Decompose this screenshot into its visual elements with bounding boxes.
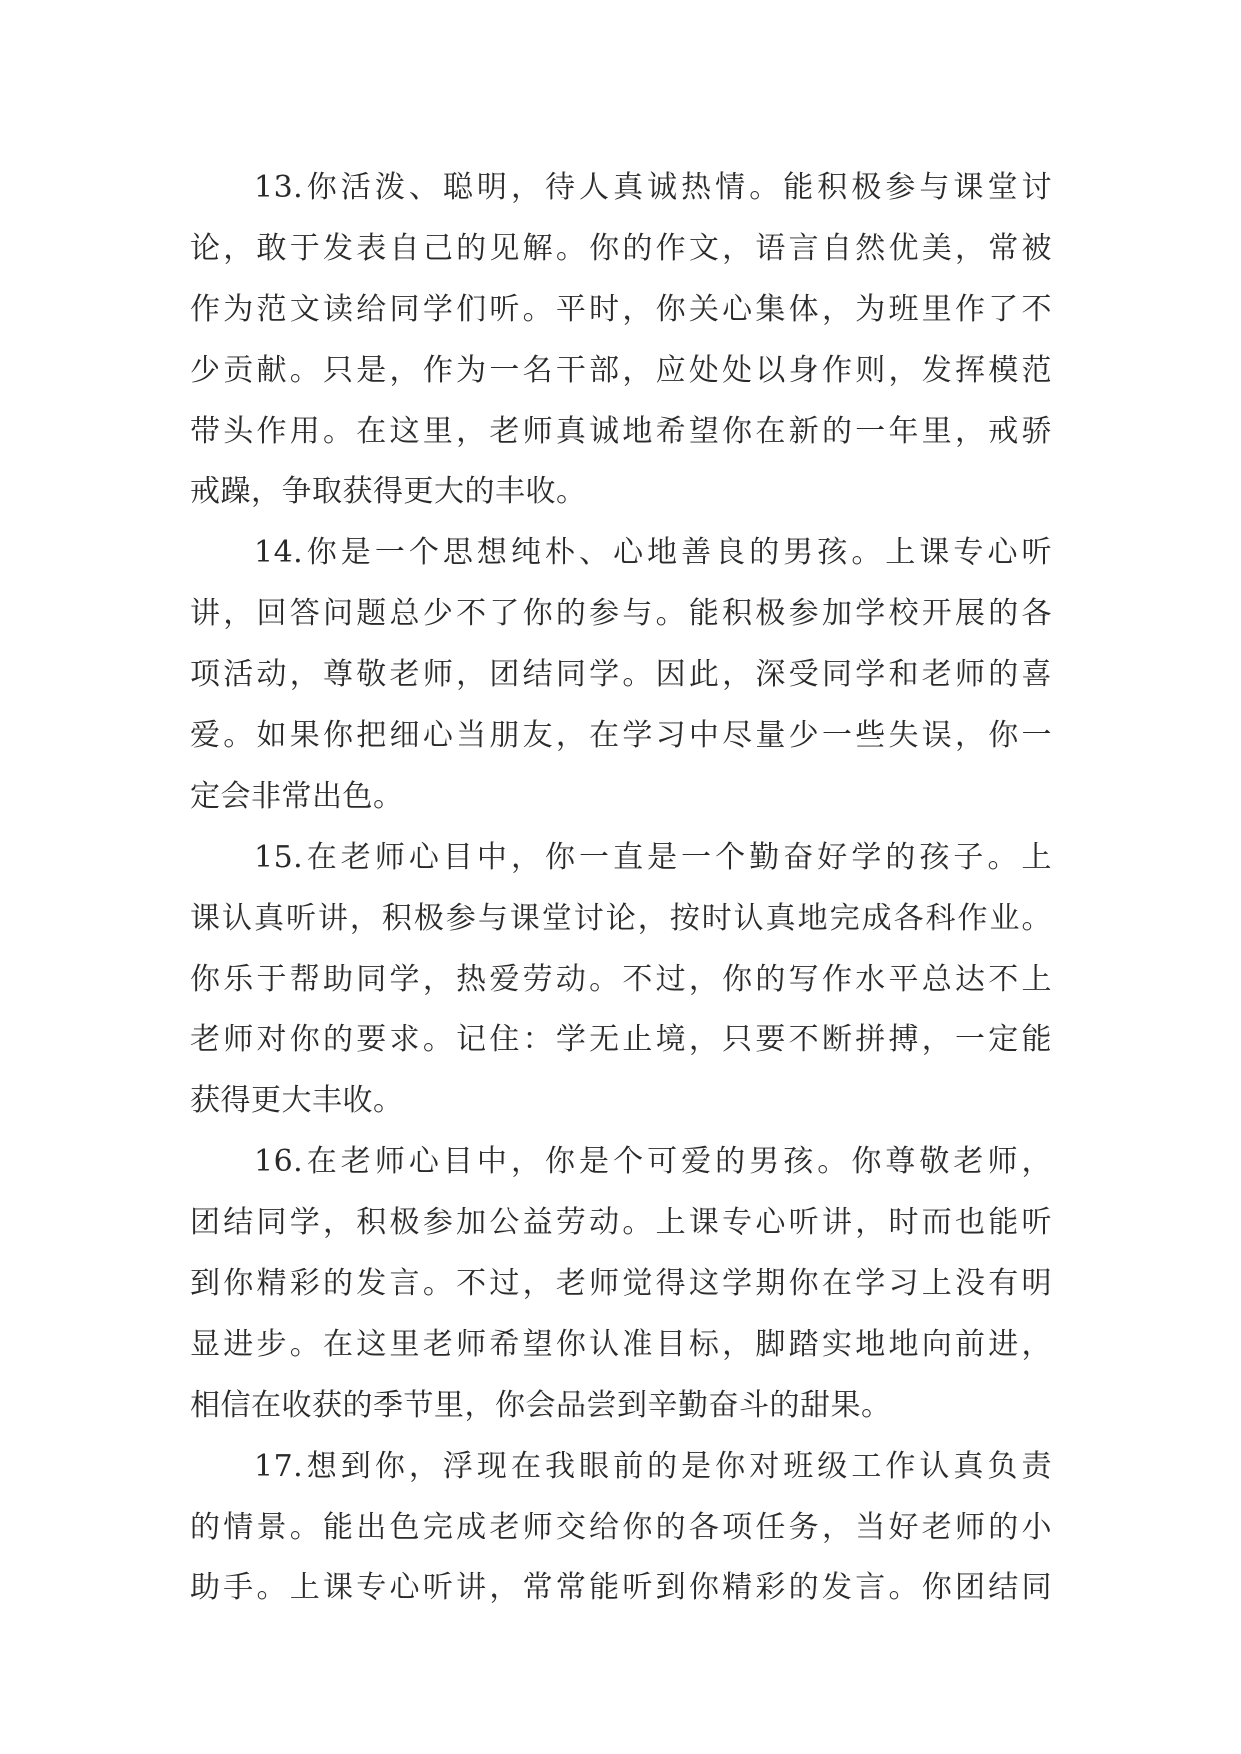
- text-line: 到你精彩的发言。不过，老师觉得这学期你在学习上没有明: [190, 1266, 1052, 1302]
- text-line: 17.想到你，浮现在我眼前的是你对班级工作认真负责: [254, 1448, 1052, 1484]
- document-body: [190, 158, 1052, 1619]
- paragraph-14: [190, 523, 1052, 827]
- text-line: 老师对你的要求。记住：学无止境，只要不断拼搏，一定能: [190, 1022, 1052, 1058]
- paragraph-16: [190, 1132, 1052, 1436]
- text-line: 16.在老师心目中，你是个可爱的男孩。你尊敬老师，: [254, 1144, 1052, 1180]
- text-line: 的情景。能出色完成老师交给你的各项任务，当好老师的小: [190, 1509, 1052, 1545]
- paragraph-13: [190, 158, 1052, 523]
- text-line: 助手。上课专心听讲，常常能听到你精彩的发言。你团结同: [190, 1570, 1052, 1606]
- text-line: 讲，回答问题总少不了你的参与。能积极参加学校开展的各: [190, 596, 1052, 632]
- text-line: 你乐于帮助同学，热爱劳动。不过，你的写作水平总达不上: [190, 961, 1052, 997]
- text-line: 少贡献。只是，作为一名干部，应处处以身作则，发挥模范: [190, 352, 1052, 388]
- text-line: 带头作用。在这里，老师真诚地希望你在新的一年里，戒骄: [190, 413, 1052, 449]
- paragraph-17: [190, 1437, 1052, 1620]
- text-line: 显进步。在这里老师希望你认准目标，脚踏实地地向前进，: [190, 1326, 1052, 1362]
- text-line: 团结同学，积极参加公益劳动。上课专心听讲，时而也能听: [190, 1205, 1052, 1241]
- text-line: 戒躁，争取获得更大的丰收。: [190, 474, 587, 510]
- text-line: 项活动，尊敬老师，团结同学。因此，深受同学和老师的喜: [190, 657, 1052, 693]
- text-line: 获得更大丰收。: [190, 1083, 404, 1119]
- text-line: 作为范文读给同学们听。平时，你关心集体，为班里作了不: [190, 291, 1052, 327]
- text-line: 13.你活泼、聪明，待人真诚热情。能积极参与课堂讨: [254, 170, 1052, 205]
- text-line: 课认真听讲，积极参与课堂讨论，按时认真地完成各科作业。: [190, 900, 1052, 936]
- paragraph-15: [190, 828, 1052, 1132]
- text-line: 论，敢于发表自己的见解。你的作文，语言自然优美，常被: [190, 230, 1052, 266]
- text-line: 14.你是一个思想纯朴、心地善良的男孩。上课专心听: [254, 535, 1052, 571]
- text-line: 定会非常出色。: [190, 778, 404, 814]
- text-line: 15.在老师心目中，你一直是一个勤奋好学的孩子。上: [254, 839, 1052, 875]
- text-line: 爱。如果你把细心当朋友，在学习中尽量少一些失误，你一: [190, 718, 1052, 754]
- text-line: 相信在收获的季节里，你会品尝到辛勤奋斗的甜果。: [190, 1387, 892, 1423]
